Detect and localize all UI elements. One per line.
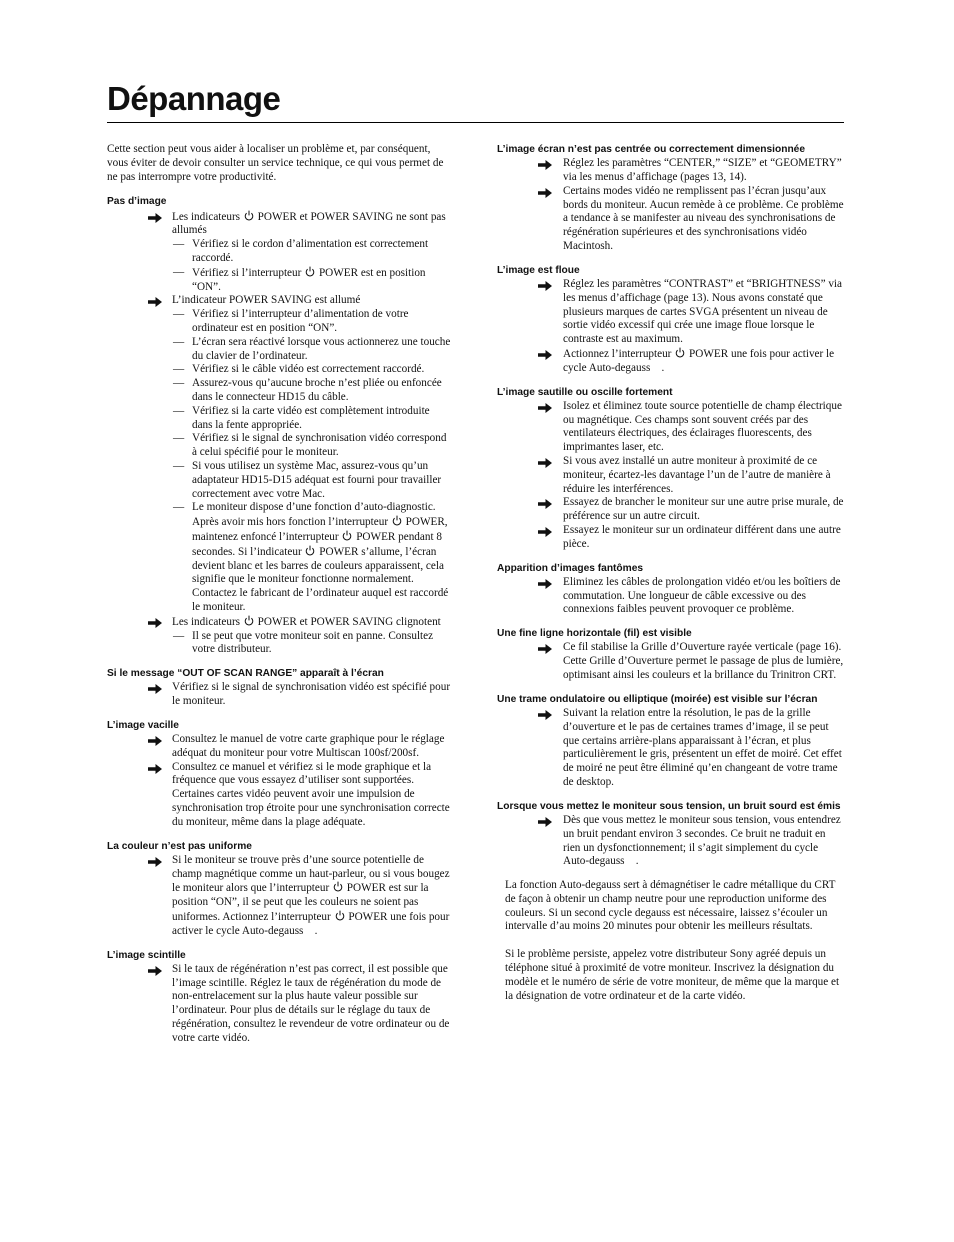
bullet-item (497, 814, 845, 869)
section-heading: La couleur n’est pas uniforme (107, 840, 252, 852)
bullet-item (497, 347, 845, 376)
item-text: Vérifiez si le cordon d’alimentation est correctement raccordé. (192, 238, 429, 264)
section-moiree (497, 693, 845, 790)
power-icon (675, 347, 685, 358)
item-text: Vérifiez si le signal de synchronisation vidéo est spécifié pour le moniteur. (172, 681, 451, 708)
bullet-item (497, 707, 845, 790)
dash-item (107, 363, 452, 377)
section-heading: Une trame ondulatoire ou elliptique (moirée) est visible sur l’écran (497, 693, 818, 705)
item-text: Essayez de brancher le moniteur sur une autre prise murale, de préférence sur un autre circuit. (563, 496, 844, 523)
section-heading: Lorsque vous mettez le moniteur sous tension, un bruit sourd est émis (497, 800, 841, 812)
bullet-item (497, 400, 845, 455)
right-arrow-icon (148, 736, 162, 746)
right-arrow-icon (538, 160, 552, 170)
dash-item (107, 336, 452, 364)
item-text: Assurez-vous qu’aucune broche n’est pliée ou enfoncée dans le connecteur HD15 du câble. (192, 377, 442, 403)
note-paragraph: Si le problème persiste, appelez votre distributeur Sony agréé depuis un téléphone situé à proximité de votre moniteur. Inscrivez la désignation du modèle et le numéro de série de votre moniteur, de même que la marque et la désignation de votre ordinateur et de la carte vidéo. (505, 948, 840, 1002)
item-text: Eliminez les câbles de prolongation vidéo et/ou les boîtiers de commutation. Une longueur de câble excessive ou des connexions faibles peuvent provoquer ce problème. (563, 575, 841, 616)
item-text: Les indicateurs (172, 615, 243, 628)
power-icon (305, 545, 315, 556)
section-sautille (497, 386, 845, 552)
section-out-of-scan (107, 667, 452, 709)
right-arrow-icon (148, 966, 162, 976)
item-text: Vérifiez si l’interrupteur (192, 266, 305, 279)
item-text: Si vous avez installé un autre moniteur à proximité de ce moniteur, écartez-les davantage l’un de l’autre de manière à réduire les interférences. (563, 454, 831, 495)
bullet-item (107, 681, 452, 709)
right-arrow-icon (538, 350, 552, 360)
section-fantomes (497, 562, 845, 618)
power-icon (392, 515, 402, 526)
item-text: Certains modes vidéo ne remplissent pas l’écran jusqu’aux bords du moniteur. Aucun remède à ce problème. Ce problème a tendance à se manifester au niveau des synchronisations de régénération supérieures et des synchronisations vidéo Macintosh. (563, 184, 844, 252)
section-couleur (107, 840, 452, 939)
right-arrow-icon (538, 710, 552, 720)
note-paragraph: La fonction Auto-degauss sert à démagnétiser le cadre métallique du CRT de façon à obtenir un champ neutre pour une reproduction uniforme des couleurs. Si un second cycle degauss est nécessaire, laissez s’écouler un intervalle d’au moins 20 minutes pour obtenir les meilleurs résultats. (505, 879, 836, 933)
item-text: Dès que vous mettez le moniteur sous tension, vous entendrez un bruit pendant environ 3 secondes. Ce bruit ne traduit en rien un dysfonctionnement; il s’agit simplement du cycle Auto-degauss . (563, 813, 841, 868)
right-arrow-icon (148, 297, 162, 307)
section-scintille (107, 949, 452, 1046)
bullet-item (497, 157, 845, 185)
section-heading: L’image est floue (497, 264, 580, 276)
section-heading: Si le message “OUT OF SCAN RANGE” apparaît à l’écran (107, 668, 384, 680)
right-arrow-icon (148, 618, 162, 628)
item-text: Actionnez l’interrupteur (563, 347, 675, 360)
bullet-item (497, 524, 845, 552)
bullet-item (107, 294, 452, 308)
power-icon (244, 615, 254, 626)
page-title: Dépannage (107, 80, 281, 117)
item-text: Essayez le moniteur sur un ordinateur différent dans une autre pièce. (563, 523, 841, 550)
dash-marker: — (173, 432, 185, 445)
dash-item (107, 432, 452, 460)
section-heading: L’image écran n’est pas centrée ou correctement dimensionnée (497, 144, 805, 155)
intro-paragraph: Cette section peut vous aider à localiser un problème et, par conséquent, vous éviter de devoir consulter un service technique, ce qui vous permet de ne pas interrompre votre productivité. (107, 143, 444, 183)
item-text: Si le moniteur se trouve près d’une source potentielle de champ magnétique comme un haut-parleur, ou si vous bougez le moniteur alors que l’interrupteur (172, 853, 450, 895)
item-text: L’indicateur POWER SAVING est allumé (172, 294, 361, 307)
dash-marker: — (173, 308, 185, 321)
bullet-item (497, 455, 845, 496)
dash-item (107, 377, 452, 405)
item-text: Consultez ce manuel et vérifiez si le mode graphique et la fréquence que vous essayez d’utiliser sont supportées. Certaines cartes vidéo peuvent avoir une impulsion de synchronisation trop étroite pour une synchronisation correcte du moniteur, même dans la plage adéquate. (172, 760, 450, 828)
item-text: POWER est sur la position “ON”, il se peut que les couleurs ne soient pas uniformes. Actionnez l’interrupteur (172, 882, 429, 924)
power-icon (305, 266, 315, 277)
right-arrow-icon (148, 857, 162, 867)
item-text: POWER pendant 8 secondes. Si l’indicateur (192, 530, 442, 558)
bullet-item (107, 210, 452, 239)
item-text: Vérifiez si le câble vidéo est correctement raccordé. (192, 363, 425, 376)
right-arrow-icon (148, 684, 162, 694)
dash-item (107, 238, 452, 266)
section-heading: L’image scintille (107, 949, 186, 961)
right-arrow-icon (538, 644, 552, 654)
item-text: Si vous utilisez un système Mac, assurez-vous qu’un adaptateur HD15-D15 adéquat est fourni pour travailler correctement avec votre Mac. (192, 459, 442, 500)
item-text: POWER est en position “ON”. (192, 266, 426, 293)
right-arrow-icon (538, 403, 552, 413)
item-text: POWER, maintenez enfoncé l’interrupteur (192, 516, 448, 543)
item-text: Le moniteur dispose d’une fonction d’auto-diagnostic. Après avoir mis hors fonction l’interrupteur (192, 501, 436, 529)
section-non-centree (497, 143, 845, 254)
dash-marker: — (173, 335, 185, 348)
dash-item (107, 630, 452, 658)
right-arrow-icon (538, 817, 552, 827)
notes (497, 879, 845, 1003)
item-text: Vérifiez si la carte vidéo est complètement introduite dans la fente appropriée. (192, 404, 430, 431)
dash-item (107, 460, 452, 501)
power-icon (333, 881, 343, 892)
dash-marker: — (173, 238, 185, 251)
item-text: Consultez le manuel de votre carte graphique pour le réglage adéquat du moniteur pour votre Multiscan 100sf/200sf. (172, 733, 445, 759)
bullet-item (107, 963, 452, 1046)
dash-marker: — (173, 377, 185, 390)
item-text: Réglez les paramètres “CONTRAST” et “BRIGHTNESS” via les menus d’affichage (page 13). Nous avons constaté que plusieurs marques de cartes SVGA présentent un niveau de sortie vidéo excessif qui crée une image floue lorsque le contraste est au maximum. (563, 277, 842, 346)
right-arrow-icon (148, 213, 162, 223)
section-bruit (497, 800, 845, 869)
right-column (497, 143, 845, 1003)
power-icon (335, 910, 345, 921)
dash-item (107, 308, 452, 336)
bullet-item (497, 185, 845, 254)
dash-marker: — (173, 265, 185, 278)
power-icon (244, 210, 254, 221)
section-floue (497, 264, 845, 376)
item-text: Isolez et éliminez toute source potentielle de champ électrique ou magnétique. Ces champs sont souvent créés par des ventilateurs électriques, des éclairages fluorescents, des imprimantes laser, etc. (563, 399, 842, 454)
dash-marker: — (173, 501, 185, 514)
section-heading: L’image sautille ou oscille fortement (497, 386, 673, 398)
dash-item (107, 501, 452, 614)
item-text: Les indicateurs (172, 210, 243, 223)
bullet-item (107, 615, 452, 630)
dash-marker: — (173, 404, 185, 417)
item-text: POWER s’allume, l’écran devient blanc et les barres de couleurs apparaissent, cela signifie que le moniteur fonctionne normalement. Contactez le fabricant de l’ordinateur auquel est raccordé le moniteur. (192, 545, 449, 613)
dash-marker: — (173, 459, 185, 472)
bullet-item (107, 854, 452, 939)
right-arrow-icon (538, 458, 552, 468)
right-arrow-icon (538, 281, 552, 291)
item-text: POWER une fois pour activer le cycle Auto-degauss . (172, 911, 450, 937)
dash-item (107, 266, 452, 295)
item-text: POWER et POWER SAVING ne sont pas allumés (172, 210, 446, 237)
right-arrow-icon (538, 579, 552, 589)
item-text: Vérifiez si le signal de synchronisation vidéo correspond à celui spécifié pour le moniteur. (192, 432, 447, 459)
section-heading: Apparition d’images fantômes (497, 562, 644, 574)
dash-item (107, 405, 452, 433)
bullet-item (107, 761, 452, 830)
item-text: Réglez les paramètres “CENTER,” “SIZE” et “GEOMETRY” via les menus d’affichage (pages 13, 14). (563, 157, 842, 183)
item-text: Suivant la relation entre la résolution, le pas de la grille d’ouverture et le pas de certaines trames d’image, il se peut que certains arrière-plans apparaissant à l’écran, et plus particulièrement le gris, présentent un effet de moiré. Cet effet de moiré ne peut être éliminé qu’en changeant de votre trame de desktop. (563, 706, 842, 788)
item-text: POWER une fois pour activer le cycle Auto-degauss . (563, 347, 835, 374)
item-text: L’écran sera réactivé lorsque vous actionnerez une touche du clavier de l’ordinateur. (192, 335, 451, 362)
bullet-item (107, 733, 452, 761)
bullet-item (497, 496, 845, 524)
bullet-item (497, 576, 845, 617)
title-rule (107, 122, 844, 123)
item-text: Vérifiez si l’interrupteur d’alimentation de votre ordinateur est en position “ON”. (192, 308, 409, 334)
section-heading: L’image vacille (107, 719, 179, 731)
left-sections (107, 195, 452, 1045)
item-text: Ce fil stabilise la Grille d’Ouverture rayée verticale (page 16). Cette Grille d’Ouverture permet le passage de plus de lumière, optimisant ainsi les couleurs et la brillance du Trinitron CRT. (563, 641, 844, 681)
right-arrow-icon (538, 527, 552, 537)
right-arrow-icon (538, 188, 552, 198)
dash-marker: — (173, 363, 185, 376)
item-text: POWER et POWER SAVING clignotent (254, 615, 441, 628)
section-ligne-horizontale (497, 627, 845, 683)
right-arrow-icon (538, 499, 552, 509)
bullet-item (497, 641, 845, 682)
section-heading: Pas d’image (107, 196, 167, 208)
dash-marker: — (173, 629, 185, 642)
section-vacille (107, 719, 452, 830)
left-column (107, 143, 452, 1056)
power-icon (342, 530, 352, 541)
section-heading: Une fine ligne horizontale (fil) est visible (497, 628, 692, 640)
section-pas-image (107, 195, 452, 657)
item-text: Si le taux de régénération n’est pas correct, il est possible que l’image scintille. Réglez le taux de régénération du mode de non-entrelacement sur la plus haute valeur possible sur l’ordinateur. Pour plus de détails sur le réglage du taux de régénération, consultez le revendeur de votre ordinateur ou de votre carte vidéo. (172, 962, 450, 1044)
item-text: Il se peut que votre moniteur soit en panne. Consultez votre distributeur. (192, 629, 434, 656)
right-sections (497, 143, 845, 869)
bullet-item (497, 278, 845, 347)
right-arrow-icon (148, 764, 162, 774)
